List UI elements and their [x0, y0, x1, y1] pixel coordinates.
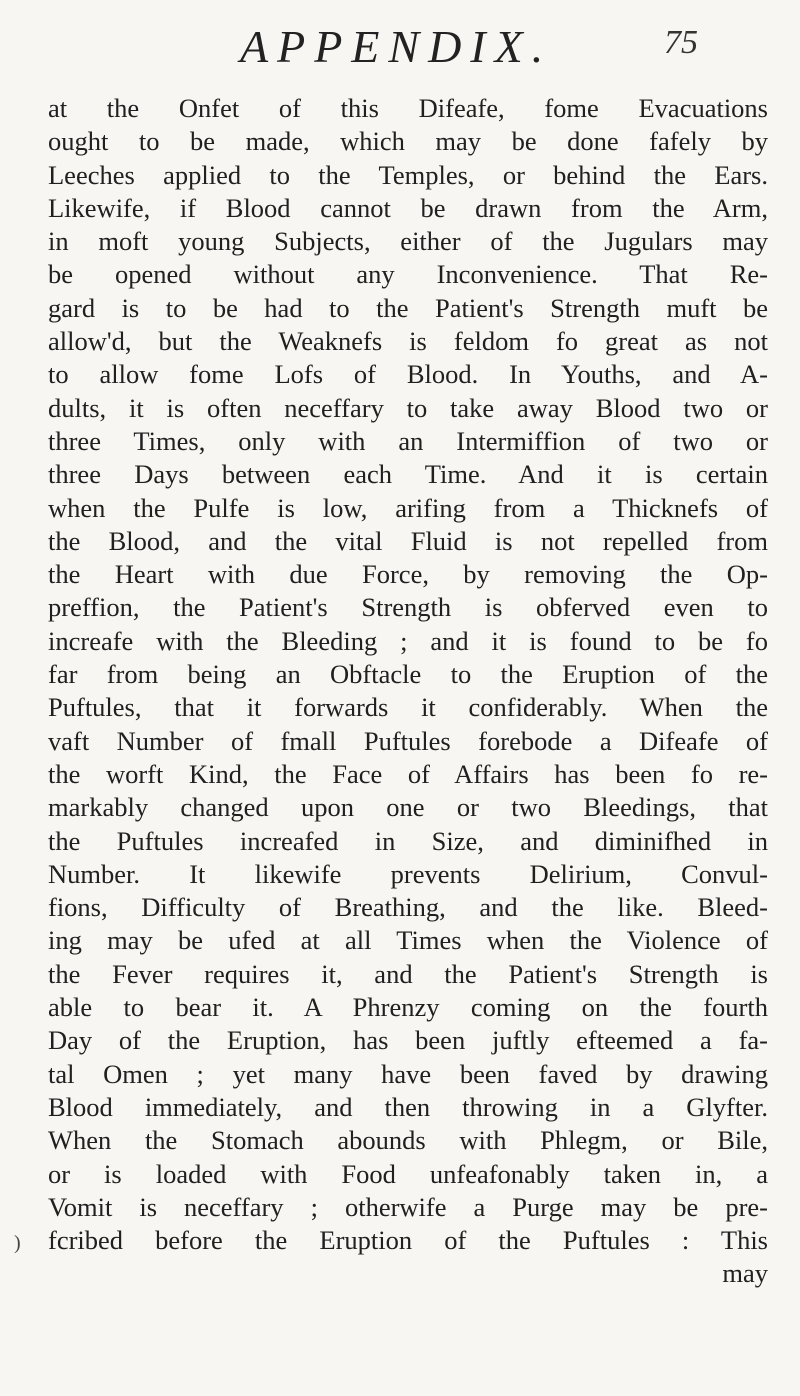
page-number: 75: [664, 24, 698, 61]
running-head: [0, 14, 800, 84]
text-line: when the Pulfe is low, arifing from a Thicknefs of: [48, 492, 768, 523]
text-line: to allow fome Lofs of Blood. In Youths, and A-: [48, 359, 768, 390]
running-title: APPENDIX.: [240, 21, 553, 72]
text-line: the Fever requires it, and the Patient's Strength is: [48, 958, 768, 989]
text-line: increafe with the Bleeding ; and it is found to be fo: [48, 625, 768, 656]
text-line: may: [722, 1258, 768, 1289]
body-text: [48, 92, 768, 1291]
text-line: able to bear it. A Phrenzy coming on the fourth: [48, 992, 768, 1023]
text-line: tal Omen ; yet many have been faved by drawing: [48, 1058, 768, 1089]
text-line: three Times, only with an Intermiffion of two or: [48, 425, 768, 456]
text-line: Likewife, if Blood cannot be drawn from the Arm,: [48, 192, 768, 223]
text-line: When the Stomach abounds with Phlegm, or Bile,: [48, 1125, 768, 1156]
text-line: the Heart with due Force, by removing the Op-: [48, 559, 768, 590]
text-line: at the Onfet of this Difeafe, fome Evacuations: [48, 93, 768, 123]
text-line: Number. It likewife prevents Delirium, Convul-: [48, 858, 768, 889]
text-line: be opened without any Inconvenience. That Re-: [48, 259, 768, 290]
text-line: Day of the Eruption, has been juftly efteemed a fa-: [48, 1025, 768, 1056]
text-line: ought to be made, which may be done fafely by: [48, 126, 768, 157]
text-line: ing may be ufed at all Times when the Violence of: [48, 925, 768, 956]
text-line: gard is to be had to the Patient's Strength muft be: [48, 292, 768, 323]
text-line: Puftules, that it forwards it confiderably. When the: [48, 692, 768, 723]
text-line: markably changed upon one or two Bleedings, that: [48, 792, 768, 823]
text-line: Blood immediately, and then throwing in a Glyfter.: [48, 1091, 768, 1122]
text-line: vaft Number of fmall Puftules forebode a Difeafe of: [48, 725, 768, 756]
text-line: in moft young Subjects, either of the Jugulars may: [48, 226, 768, 257]
text-line: far from being an Obftacle to the Eruption of the: [48, 659, 768, 690]
text-line: fions, Difficulty of Breathing, and the like. Bleed-: [48, 892, 768, 923]
text-line: dults, it is often neceffary to take away Blood two or: [48, 392, 768, 423]
text-line: allow'd, but the Weaknefs is feldom fo great as not: [48, 326, 768, 357]
text-line: Leeches applied to the Temples, or behind the Ears.: [48, 159, 768, 190]
text-line: three Days between each Time. And it is certain: [48, 459, 768, 490]
text-line: the worft Kind, the Face of Affairs has been fo re-: [48, 758, 768, 789]
text-line: preffion, the Patient's Strength is obferved even to: [48, 592, 768, 623]
text-line: or is loaded with Food unfeafonably taken in, a: [48, 1158, 768, 1189]
text-line: Vomit is neceffary ; otherwife a Purge may be pre-: [48, 1191, 768, 1222]
text-line: the Blood, and the vital Fluid is not repelled from: [48, 525, 768, 556]
margin-mark: ): [14, 1232, 21, 1254]
text-line: the Puftules increafed in Size, and diminifhed in: [48, 825, 768, 856]
text-line: fcribed before the Eruption of the Puftules : This: [48, 1225, 768, 1256]
